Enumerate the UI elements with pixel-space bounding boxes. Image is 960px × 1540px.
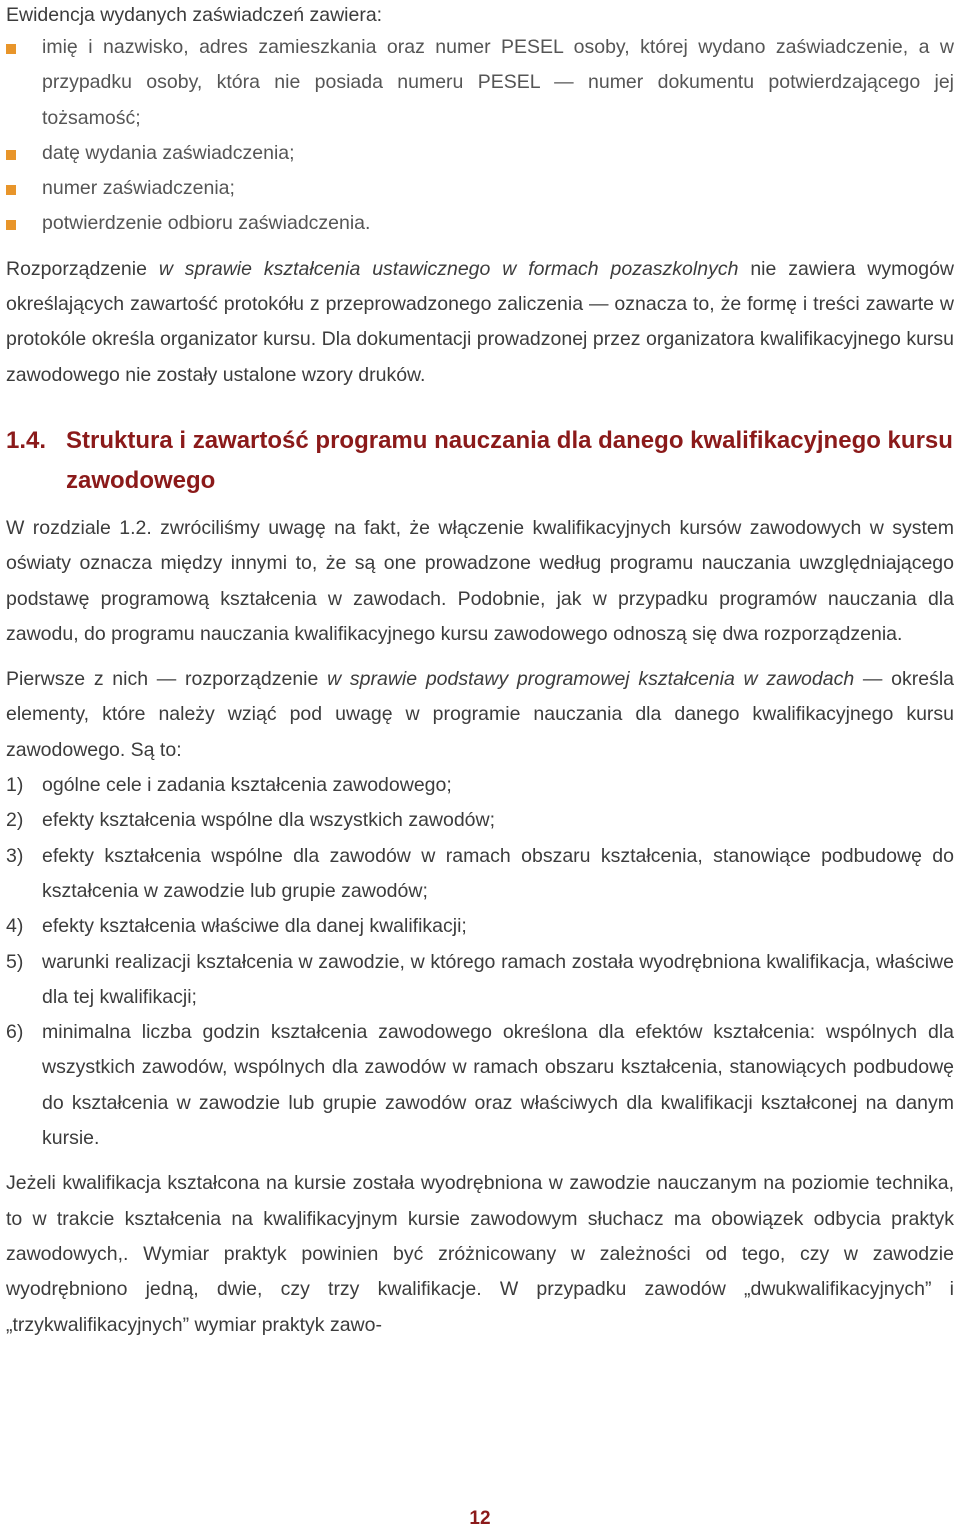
list-item: 3) efekty kształcenia wspólne dla zawodów w ramach obszaru kształcenia, stanowiące podbudowę do kształcenia w zawodzie lub grupie zawodów; xyxy=(6,844,954,902)
intro-text: Ewidencja wydanych zaświadczeń zawiera: xyxy=(6,4,383,26)
list-item: numer zaświadczenia; xyxy=(6,171,954,206)
list-item: 6) minimalna liczba godzin kształcenia zawodowego określona dla efektów kształcenia: wspólnych dla wszystkich zawodów, wspólnych dla zawodów w ramach obszaru kształcenia, stanowiących podbudowę do kształcenia w zawodzie lub grupie zawodów oraz właściwych dla kwalifikacji kształconej na danym kursie. xyxy=(6,1021,954,1150)
list-item: imię i nazwisko, adres zamieszkania oraz numer PESEL osoby, której wydano zaświadczenie, a w przypadku osoby, która nie posiada numeru PESEL — numer dokumentu potwierdzającego jej tożsamość; xyxy=(6,30,954,136)
section-title: Struktura i zawartość programu nauczania dla danego kwalifikacyjnego kursu zawodowego xyxy=(66,426,953,494)
square-bullet-icon xyxy=(6,150,16,160)
square-bullet-icon xyxy=(6,44,16,54)
list-item: 2) efekty kształcenia wspólne dla wszystkich zawodów; xyxy=(6,809,496,832)
list-item: datę wydania zaświadczenia; xyxy=(6,136,954,171)
list-item: 4) efekty kształcenia właściwe dla danej kwalifikacji; xyxy=(6,915,467,938)
paragraph-practice: Jeżeli kwalifikacja kształcona na kursie została wyodrębniona w zawodzie nauczanym na poziomie technika, to w trakcie kształcenia na kwalifikacyjnym kursie zawodowym słuchacz ma obowiązek odbycia praktyk zawodowych,. Wymiar praktyk powinien być zróżnicowany w zależności od tego, czy w zawodzie wyodrębniono jedną, dwie, czy trzy kwalifikacje. W przypadku zawodów „dwukwalifikacyjnych” i „trzykwalifikacyjnych” wymiar praktyk zawo- xyxy=(6,1172,954,1336)
list-item: 1) ogólne cele i zadania kształcenia zawodowego; xyxy=(6,774,452,797)
bullet-list xyxy=(6,30,954,242)
section-number: 1.4. xyxy=(6,426,47,454)
paragraph-protocol: Rozporządzenie w sprawie kształcenia ustawicznego w formach pozaszkolnych nie zawiera wymogów określających zawartość protokółu z przeprowadzonego zaliczenia — oznacza to, że formę i treści zawarte w protokóle określa organizator kursu. Dla dokumentacji prowadzonej przez organizatora kwalifikacyjnego kursu zawodowego nie zostały ustalone wzory druków. xyxy=(6,257,954,386)
section-heading xyxy=(6,421,954,501)
list-item: potwierdzenie odbioru zaświadczenia. xyxy=(6,206,954,241)
square-bullet-icon xyxy=(6,220,16,230)
numbered-list xyxy=(6,768,954,1156)
page-number: 12 xyxy=(469,1508,491,1529)
paragraph-chapter-ref: W rozdziale 1.2. zwróciliśmy uwagę na fakt, że włączenie kwalifikacyjnych kursów zawodowych w system oświaty oznacza między innymi to, że są one prowadzone według programu nauczania uwzględniającego podstawę programową kształcenia w zawodach. Podobnie, jak w przypadku programów nauczania dla zawodu, do programu nauczania kwalifikacyjnego kursu zawodowego odnoszą się dwa rozporządzenia. xyxy=(6,516,954,645)
square-bullet-icon xyxy=(6,185,16,195)
paragraph-first-regulation: Pierwsze z nich — rozporządzenie w sprawie podstawy programowej kształcenia w zawodach — określa elementy, które należy wziąć pod uwagę w programie nauczania dla danego kwalifikacyjnego kursu zawodowego. Są to: xyxy=(6,668,955,761)
list-item: 5) warunki realizacji kształcenia w zawodzie, w którego ramach została wyodrębniona kwalifikacja, właściwe dla tej kwalifikacji; xyxy=(6,950,954,1008)
